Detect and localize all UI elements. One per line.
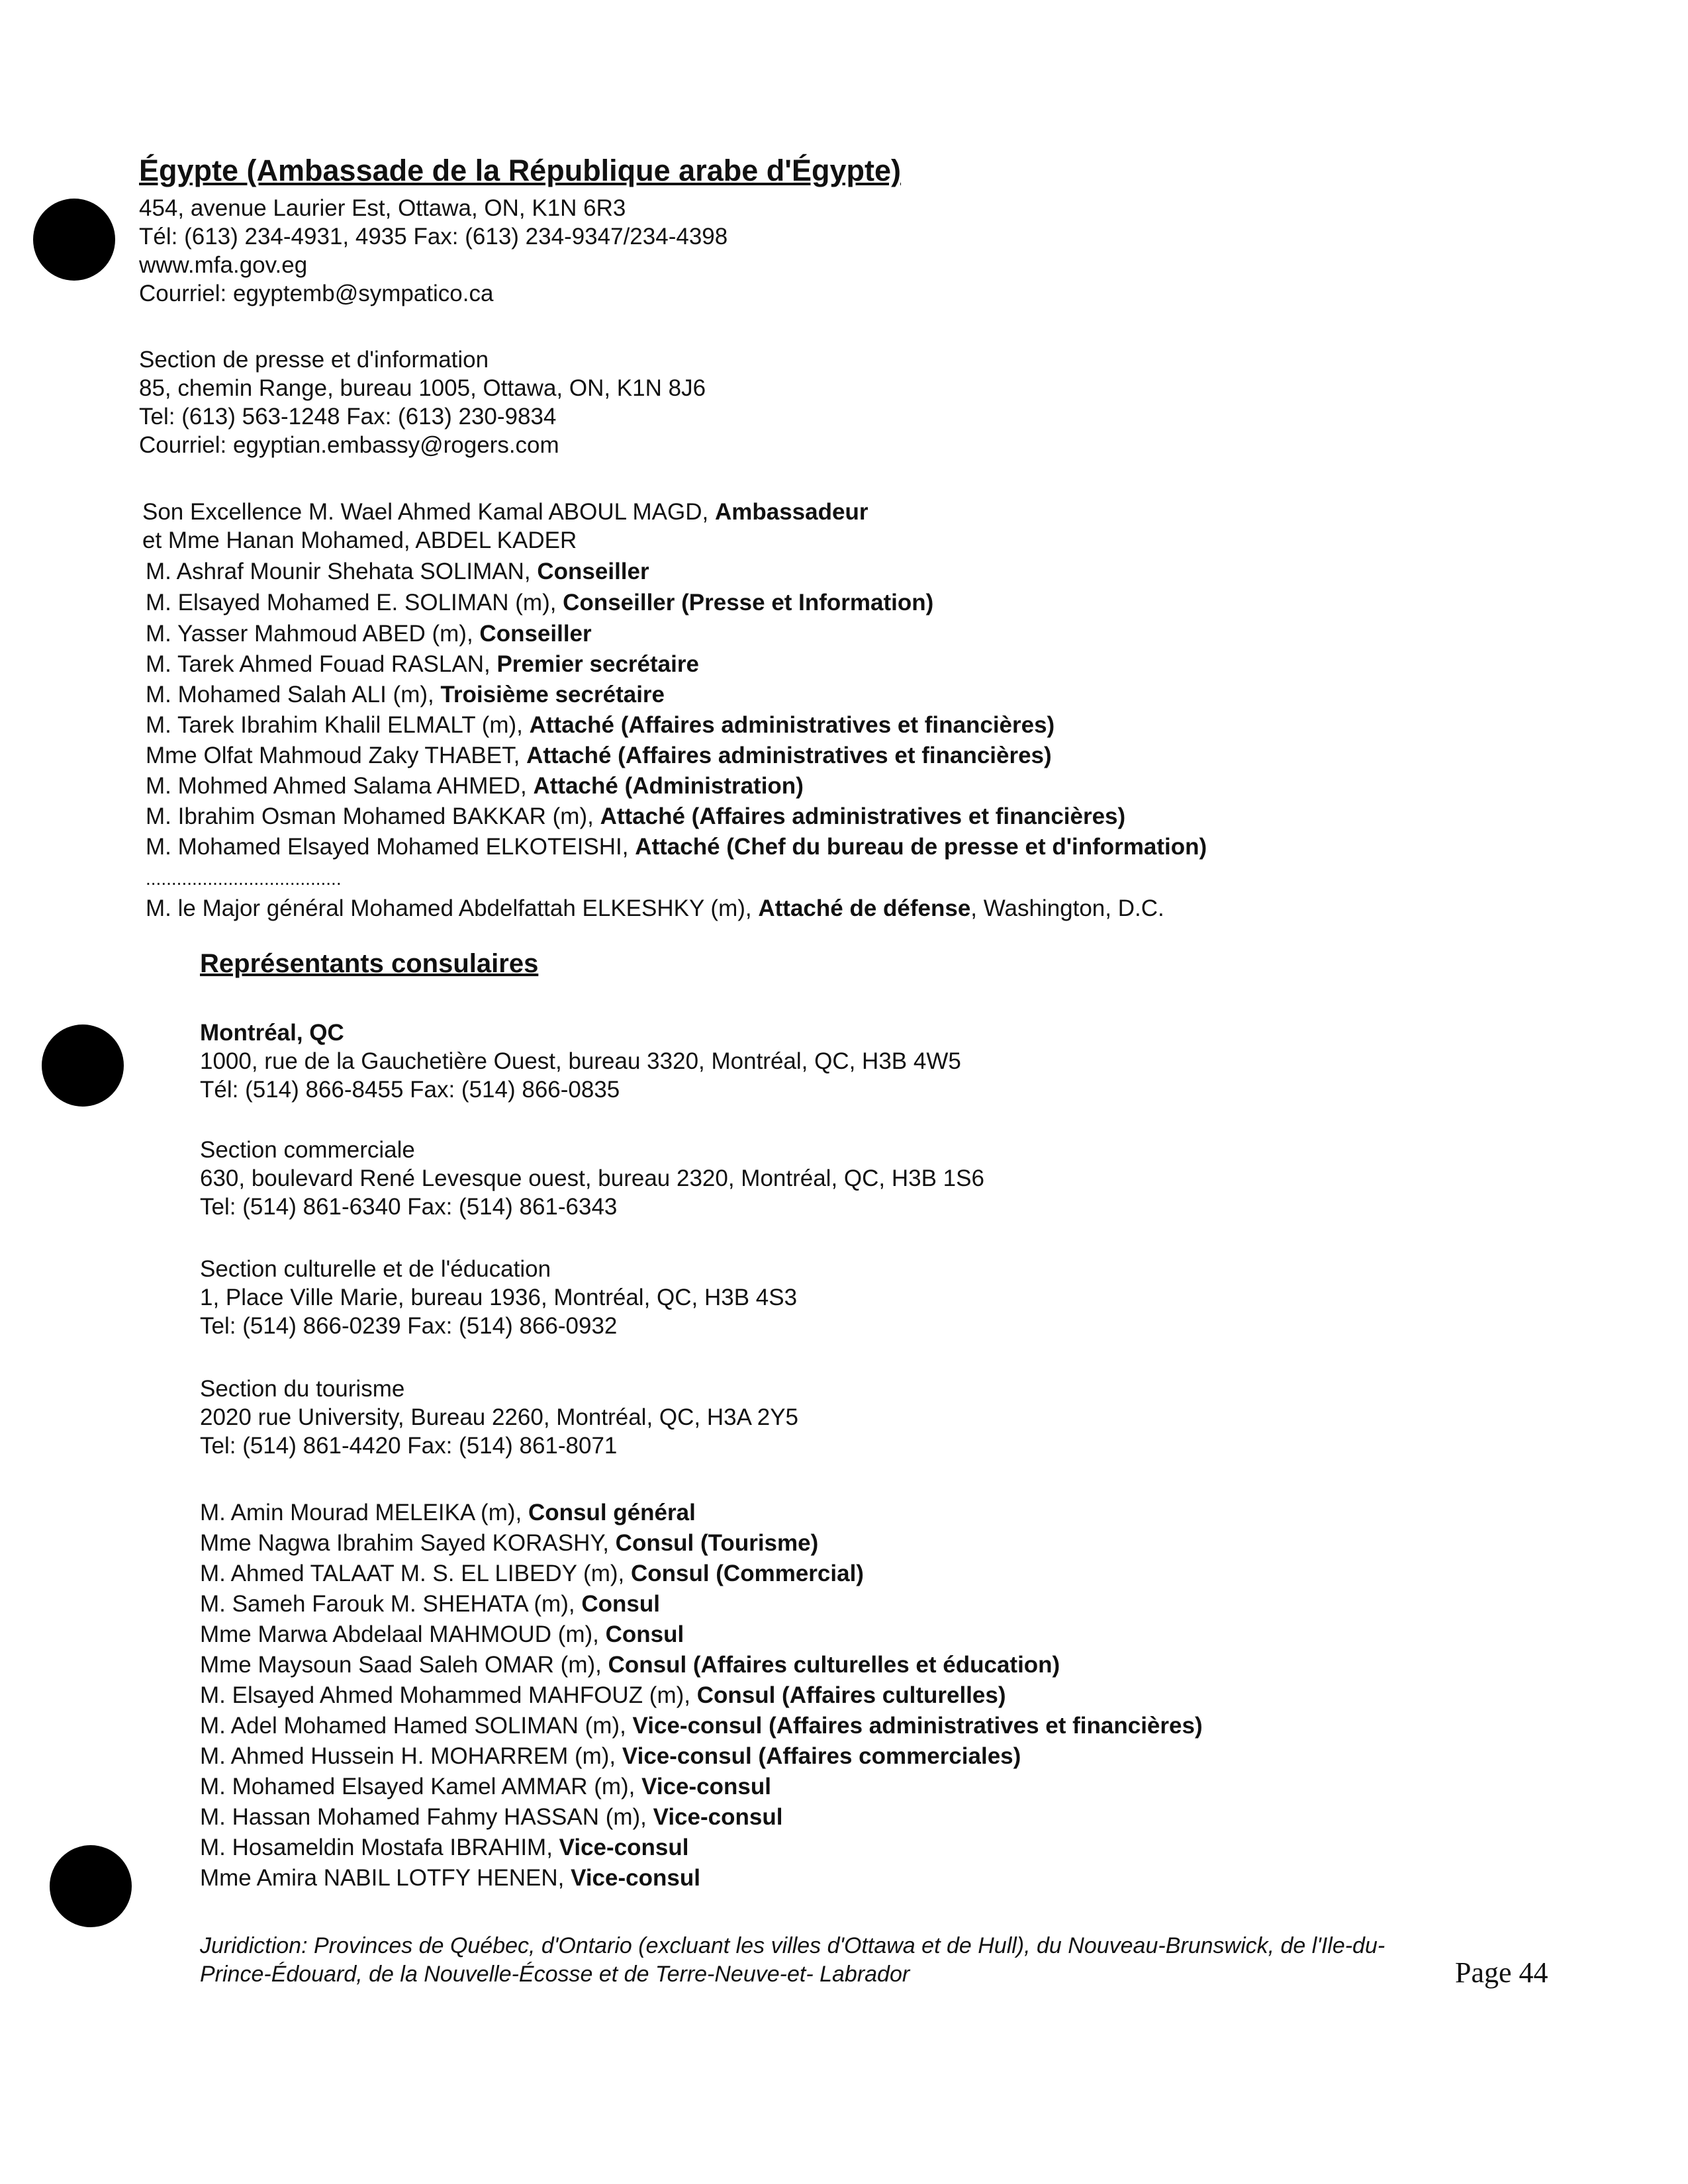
consulate-address: 1000, rue de la Gauchetière Ouest, bureau 3320, Montréal, QC, H3B 4W5 [200,1048,961,1074]
staff-row [142,526,577,555]
staff-title: Attaché (Affaires administratives et financières) [529,712,1055,738]
staff-row [142,498,868,527]
cultural-section-address: 1, Place Ville Marie, bureau 1936, Montréal, QC, H3B 4S3 [200,1285,798,1310]
staff-name: M. Mohamed Elsayed Mohamed ELKOTEISHI, [146,834,635,860]
consular-staff-row [200,1711,1203,1741]
staff-name: M. Hassan Mohamed Fahmy HASSAN (m), [200,1804,653,1830]
embassy-website: www.mfa.gov.eg [139,252,308,278]
staff-name: Son Excellence M. Wael Ahmed Kamal ABOUL MAGD, [142,499,715,525]
commercial-section-phone: Tel: (514) 861-6340 Fax: (514) 861-6343 [200,1194,618,1220]
staff-title: Attaché (Affaires administratives et financières) [526,743,1052,768]
separator-dots: ...................................... [146,868,342,889]
staff-name: M. Mohmed Ahmed Salama AHMED, [146,773,534,799]
page-number: Page 44 [1455,1956,1548,1989]
staff-name: Mme Marwa Abdelaal MAHMOUD (m), [200,1621,606,1647]
staff-title: Attaché (Administration) [533,773,804,799]
tourism-section-address: 2020 rue University, Bureau 2260, Montréal, QC, H3A 2Y5 [200,1404,799,1430]
staff-name: M. Tarek Ahmed Fouad RASLAN, [146,651,497,677]
consular-heading: Représentants consulaires [200,949,539,978]
commercial-section-address: 630, boulevard René Levesque ouest, bureau 2320, Montréal, QC, H3B 1S6 [200,1165,984,1191]
staff-row [146,650,699,679]
staff-title: Attaché (Chef du bureau de presse et d'information) [635,834,1207,860]
staff-title: Conseiller [537,559,649,584]
staff-row [146,741,1052,770]
staff-name: M. Ashraf Mounir Shehata SOLIMAN, [146,559,538,584]
staff-title: Attaché de défense [758,895,971,921]
embassy-title: Égypte (Ambassade de la République arabe d'Égypte) [139,154,901,187]
commercial-section-title: Section commerciale [200,1137,415,1163]
staff-row [146,619,592,649]
staff-name: Mme Nagwa Ibrahim Sayed KORASHY, [200,1530,616,1556]
staff-name: M. Elsayed Ahmed Mohammed MAHFOUZ (m), [200,1682,697,1708]
staff-title: Consul (Tourisme) [615,1530,819,1556]
staff-title: Troisième secrétaire [440,682,665,707]
staff-row [146,772,804,801]
staff-title: Vice-consul (Affaires commerciales) [622,1743,1021,1769]
staff-title: Consul général [528,1500,696,1525]
staff-name: M. Amin Mourad MELEIKA (m), [200,1500,528,1525]
staff-name: M. Tarek Ibrahim Khalil ELMALT (m), [146,712,530,738]
staff-name: M. Mohamed Salah ALI (m), [146,682,441,707]
staff-name: M. le Major général Mohamed Abdelfattah ELKESHKY (m), [146,895,759,921]
staff-title: Consul (Affaires culturelles) [696,1682,1006,1708]
press-section-phone: Tel: (613) 563-1248 Fax: (613) 230-9834 [139,404,557,430]
staff-name: Mme Maysoun Saad Saleh OMAR (m), [200,1652,608,1678]
staff-name: M. Sameh Farouk M. SHEHATA (m), [200,1591,582,1617]
consular-staff-row [200,1803,782,1832]
staff-title: Consul (Affaires culturelles et éducation) [608,1652,1060,1678]
jurisdiction-line-2: Prince-Édouard, de la Nouvelle-Écosse et de Terre-Neuve-et- Labrador [200,1962,910,1987]
staff-row [146,802,1125,831]
defense-attache-row [146,894,1164,923]
staff-name: Mme Olfat Mahmoud Zaky THABET, [146,743,527,768]
staff-title: Premier secrétaire [496,651,699,677]
staff-name: M. Hosameldin Mostafa IBRAHIM, [200,1835,559,1860]
staff-title: Vice-consul [653,1804,783,1830]
staff-title: Consul [581,1591,660,1617]
consular-city: Montréal, QC [200,1020,344,1046]
consular-staff-row [200,1833,688,1862]
consular-staff-row [200,1498,696,1527]
staff-name: M. Ahmed Hussein H. MOHARREM (m), [200,1743,622,1769]
consular-staff-row [200,1590,660,1619]
consular-staff-row [200,1681,1006,1710]
jurisdiction-line-1: Juridiction: Provinces de Québec, d'Ontario (excluant les villes d'Ottawa et de Hull), du Nouveau-Brunswick, de l'Ile-du- [200,1933,1385,1958]
staff-row [146,557,649,586]
press-section-title: Section de presse et d'information [139,347,489,373]
press-section-address: 85, chemin Range, bureau 1005, Ottawa, ON, K1N 8J6 [139,375,706,401]
staff-name: Mme Amira NABIL LOTFY HENEN, [200,1865,571,1891]
staff-row [146,833,1207,862]
staff-row [146,588,933,617]
cultural-section-phone: Tel: (514) 866-0239 Fax: (514) 866-0932 [200,1313,618,1339]
staff-row [146,711,1055,740]
staff-title: Conseiller [479,621,592,647]
staff-location: , Washington, D.C. [970,895,1164,921]
consular-staff-row [200,1772,771,1801]
staff-name: et Mme Hanan Mohamed, ABDEL KADER [142,527,577,553]
cultural-section-title: Section culturelle et de l'éducation [200,1256,551,1282]
staff-title: Vice-consul [571,1865,700,1891]
consular-staff-row [200,1742,1021,1771]
consular-staff-row [200,1651,1060,1680]
punch-hole-middle [42,1024,124,1107]
embassy-address: 454, avenue Laurier Est, Ottawa, ON, K1N 6R3 [139,195,626,221]
embassy-email: Courriel: egyptemb@sympatico.ca [139,281,494,306]
consulate-phone: Tél: (514) 866-8455 Fax: (514) 866-0835 [200,1077,620,1103]
staff-title: Vice-consul (Affaires administratives et financières) [632,1713,1203,1739]
press-section-email: Courriel: egyptian.embassy@rogers.com [139,432,559,458]
staff-name: M. Yasser Mahmoud ABED (m), [146,621,480,647]
staff-title: Vice-consul [559,1835,689,1860]
punch-hole-top [33,199,115,281]
punch-hole-bottom [50,1845,132,1927]
staff-title: Vice-consul [641,1774,771,1799]
tourism-section-title: Section du tourisme [200,1376,405,1402]
staff-name: M. Ibrahim Osman Mohamed BAKKAR (m), [146,803,600,829]
consular-staff-row [200,1529,818,1558]
consular-staff-row [200,1559,864,1588]
tourism-section-phone: Tel: (514) 861-4420 Fax: (514) 861-8071 [200,1433,618,1459]
staff-title: Attaché (Affaires administratives et financières) [600,803,1126,829]
consular-staff-row [200,1620,684,1649]
staff-title: Consul (Commercial) [630,1561,864,1586]
staff-title: Conseiller (Presse et Information) [563,590,934,615]
staff-title: Ambassadeur [714,499,868,525]
staff-name: M. Ahmed TALAAT M. S. EL LIBEDY (m), [200,1561,631,1586]
consular-staff-row [200,1864,700,1893]
staff-name: M. Elsayed Mohamed E. SOLIMAN (m), [146,590,563,615]
staff-name: M. Adel Mohamed Hamed SOLIMAN (m), [200,1713,633,1739]
embassy-phone: Tél: (613) 234-4931, 4935 Fax: (613) 234-9347/234-4398 [139,224,728,250]
staff-title: Consul [605,1621,684,1647]
staff-row [146,680,665,709]
staff-name: M. Mohamed Elsayed Kamel AMMAR (m), [200,1774,642,1799]
